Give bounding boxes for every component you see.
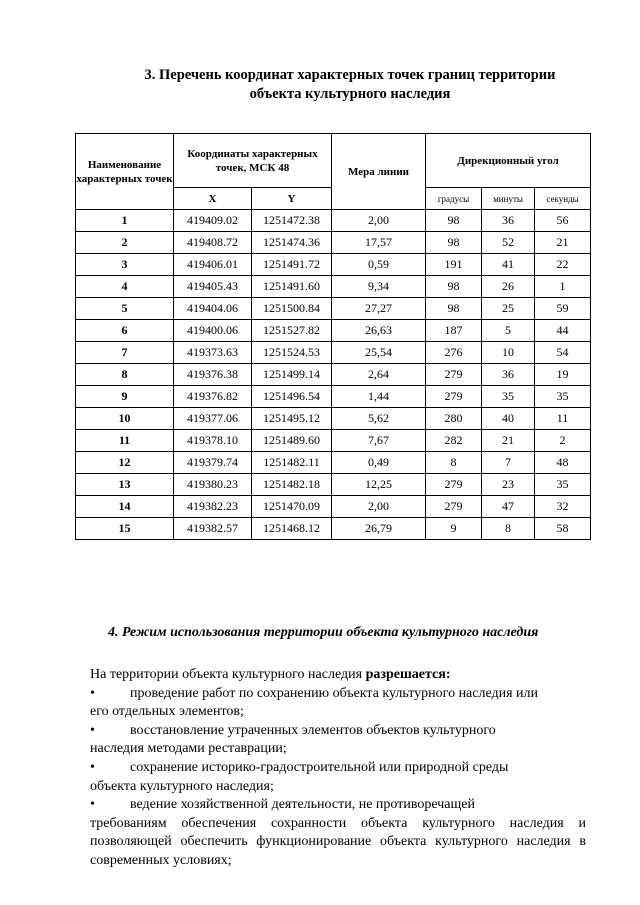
list-item-continuation: наследия методами реставрации; — [90, 741, 287, 757]
section-4-heading: 4. Режим использования территории объекта культурного наследия — [108, 625, 539, 640]
line-length-cell: 0,49 — [332, 452, 426, 474]
line-length-cell: 7,67 — [332, 430, 426, 452]
angle-degrees-cell: 279 — [426, 364, 482, 386]
angle-seconds-cell: 21 — [535, 232, 591, 254]
angle-minutes-cell: 25 — [482, 298, 535, 320]
angle-seconds-cell: 11 — [535, 408, 591, 430]
table-row — [76, 474, 591, 496]
point-number-cell: 13 — [76, 474, 174, 496]
angle-seconds-cell: 35 — [535, 386, 591, 408]
angle-degrees-cell: 191 — [426, 254, 482, 276]
angle-seconds-cell: 58 — [535, 518, 591, 540]
table-row — [76, 232, 591, 254]
bullet-icon: • — [90, 797, 95, 813]
list-item-text — [90, 722, 586, 759]
header-degrees: градусы — [426, 188, 482, 210]
x-coordinate-cell: 419378.10 — [174, 430, 252, 452]
table-row — [76, 518, 591, 540]
point-number-cell: 6 — [76, 320, 174, 342]
section-3-heading-line-2: объекта культурного наследия — [249, 86, 451, 102]
list-item-first-line: сохранение историко-градостроительной или природной среды — [130, 759, 509, 775]
angle-minutes-cell: 7 — [482, 452, 535, 474]
point-number-cell: 1 — [76, 210, 174, 232]
y-coordinate-cell: 1251482.18 — [252, 474, 332, 496]
table-row — [76, 298, 591, 320]
angle-degrees-cell: 9 — [426, 518, 482, 540]
angle-seconds-cell: 35 — [535, 474, 591, 496]
coordinates-table-body — [76, 210, 591, 540]
angle-seconds-cell: 48 — [535, 452, 591, 474]
intro-bold-text: разрешается: — [365, 667, 451, 682]
angle-degrees-cell: 279 — [426, 474, 482, 496]
line-length-cell: 2,00 — [332, 496, 426, 518]
x-coordinate-cell: 419382.23 — [174, 496, 252, 518]
angle-minutes-cell: 5 — [482, 320, 535, 342]
header-y: Y — [252, 188, 332, 210]
list-item — [90, 685, 586, 722]
angle-minutes-cell: 23 — [482, 474, 535, 496]
y-coordinate-cell: 1251472.38 — [252, 210, 332, 232]
intro-text: На территории объекта культурного наследия — [90, 667, 366, 682]
x-coordinate-cell: 419404.06 — [174, 298, 252, 320]
angle-minutes-cell: 41 — [482, 254, 535, 276]
point-number-cell: 10 — [76, 408, 174, 430]
line-length-cell: 12,25 — [332, 474, 426, 496]
x-coordinate-cell: 419376.38 — [174, 364, 252, 386]
table-row — [76, 210, 591, 232]
angle-minutes-cell: 26 — [482, 276, 535, 298]
header-minutes: минуты — [482, 188, 535, 210]
list-item-text — [90, 685, 586, 722]
y-coordinate-cell: 1251524.53 — [252, 342, 332, 364]
header-seconds: секунды — [535, 188, 591, 210]
x-coordinate-cell: 419409.02 — [174, 210, 252, 232]
line-length-cell: 2,00 — [332, 210, 426, 232]
line-length-cell: 0,59 — [332, 254, 426, 276]
table-row — [76, 496, 591, 518]
point-number-cell: 15 — [76, 518, 174, 540]
point-number-cell: 7 — [76, 342, 174, 364]
angle-seconds-cell: 19 — [535, 364, 591, 386]
list-item-text — [90, 759, 586, 796]
y-coordinate-cell: 1251489.60 — [252, 430, 332, 452]
x-coordinate-cell: 419380.23 — [174, 474, 252, 496]
y-coordinate-cell: 1251495.12 — [252, 408, 332, 430]
table-row — [76, 364, 591, 386]
y-coordinate-cell: 1251491.60 — [252, 276, 332, 298]
section-4-body — [90, 666, 586, 871]
angle-minutes-cell: 36 — [482, 210, 535, 232]
permitted-list — [90, 685, 586, 871]
angle-seconds-cell: 1 — [535, 276, 591, 298]
list-item — [90, 759, 586, 796]
point-number-cell: 2 — [76, 232, 174, 254]
table-row — [76, 254, 591, 276]
angle-degrees-cell: 8 — [426, 452, 482, 474]
line-length-cell: 1,44 — [332, 386, 426, 408]
point-number-cell: 3 — [76, 254, 174, 276]
line-length-cell: 26,79 — [332, 518, 426, 540]
point-number-cell: 9 — [76, 386, 174, 408]
angle-degrees-cell: 280 — [426, 408, 482, 430]
section-3-heading-line-1: 3. Перечень координат характерных точек границ территории — [144, 67, 556, 83]
point-number-cell: 11 — [76, 430, 174, 452]
intro-paragraph — [90, 666, 586, 685]
y-coordinate-cell: 1251482.11 — [252, 452, 332, 474]
angle-minutes-cell: 8 — [482, 518, 535, 540]
x-coordinate-cell: 419379.74 — [174, 452, 252, 474]
y-coordinate-cell: 1251499.14 — [252, 364, 332, 386]
section-3-heading — [100, 66, 600, 104]
angle-minutes-cell: 35 — [482, 386, 535, 408]
list-item-continuation: требованиям обеспечения сохранности объекта культурного наследия и позволяющей обеспечить функционирование объекта культурного наследия в современных условиях; — [90, 815, 586, 868]
line-length-cell: 9,34 — [332, 276, 426, 298]
table-row — [76, 276, 591, 298]
list-item — [90, 722, 586, 759]
angle-minutes-cell: 47 — [482, 496, 535, 518]
angle-minutes-cell: 10 — [482, 342, 535, 364]
x-coordinate-cell: 419373.63 — [174, 342, 252, 364]
line-length-cell: 25,54 — [332, 342, 426, 364]
angle-degrees-cell: 279 — [426, 386, 482, 408]
angle-degrees-cell: 98 — [426, 210, 482, 232]
angle-degrees-cell: 98 — [426, 276, 482, 298]
point-number-cell: 5 — [76, 298, 174, 320]
bullet-icon: • — [90, 722, 95, 738]
header-line-length: Мера линии — [332, 134, 426, 210]
line-length-cell: 2,64 — [332, 364, 426, 386]
x-coordinate-cell: 419382.57 — [174, 518, 252, 540]
x-coordinate-cell: 419400.06 — [174, 320, 252, 342]
list-item-continuation: объекта культурного наследия; — [90, 778, 274, 794]
x-coordinate-cell: 419405.43 — [174, 276, 252, 298]
table-row — [76, 342, 591, 364]
angle-degrees-cell: 276 — [426, 342, 482, 364]
angle-seconds-cell: 54 — [535, 342, 591, 364]
angle-seconds-cell: 44 — [535, 320, 591, 342]
angle-seconds-cell: 32 — [535, 496, 591, 518]
angle-seconds-cell: 56 — [535, 210, 591, 232]
header-coordinates: Координаты характерных точек, МСК 48 — [174, 134, 332, 188]
angle-degrees-cell: 279 — [426, 496, 482, 518]
angle-degrees-cell: 187 — [426, 320, 482, 342]
angle-minutes-cell: 40 — [482, 408, 535, 430]
x-coordinate-cell: 419406.01 — [174, 254, 252, 276]
header-direction-angle: Дирекционный угол — [426, 134, 591, 188]
coordinates-table — [75, 133, 591, 540]
header-point-name: Наименование характерных точек — [76, 134, 174, 210]
list-item-continuation: его отдельных элементов; — [90, 704, 244, 720]
table-row — [76, 452, 591, 474]
angle-minutes-cell: 21 — [482, 430, 535, 452]
bullet-icon: • — [90, 759, 95, 775]
list-item-first-line: восстановление утраченных элементов объектов культурного — [130, 722, 496, 738]
y-coordinate-cell: 1251496.54 — [252, 386, 332, 408]
angle-seconds-cell: 2 — [535, 430, 591, 452]
x-coordinate-cell: 419408.72 — [174, 232, 252, 254]
list-item-first-line: ведение хозяйственной деятельности, не противоречащей — [130, 797, 475, 813]
line-length-cell: 27,27 — [332, 298, 426, 320]
table-row — [76, 320, 591, 342]
table-row — [76, 386, 591, 408]
x-coordinate-cell: 419376.82 — [174, 386, 252, 408]
angle-degrees-cell: 98 — [426, 232, 482, 254]
x-coordinate-cell: 419377.06 — [174, 408, 252, 430]
angle-degrees-cell: 282 — [426, 430, 482, 452]
table-row — [76, 430, 591, 452]
y-coordinate-cell: 1251491.72 — [252, 254, 332, 276]
table-row — [76, 408, 591, 430]
y-coordinate-cell: 1251470.09 — [252, 496, 332, 518]
line-length-cell: 26,63 — [332, 320, 426, 342]
angle-minutes-cell: 36 — [482, 364, 535, 386]
angle-minutes-cell: 52 — [482, 232, 535, 254]
line-length-cell: 5,62 — [332, 408, 426, 430]
y-coordinate-cell: 1251500.84 — [252, 298, 332, 320]
angle-seconds-cell: 59 — [535, 298, 591, 320]
list-item-first-line: проведение работ по сохранению объекта культурного наследия или — [130, 685, 539, 701]
bullet-icon: • — [90, 685, 95, 701]
header-x: X — [174, 188, 252, 210]
line-length-cell: 17,57 — [332, 232, 426, 254]
y-coordinate-cell: 1251527.82 — [252, 320, 332, 342]
point-number-cell: 4 — [76, 276, 174, 298]
angle-degrees-cell: 98 — [426, 298, 482, 320]
point-number-cell: 12 — [76, 452, 174, 474]
angle-seconds-cell: 22 — [535, 254, 591, 276]
y-coordinate-cell: 1251474.36 — [252, 232, 332, 254]
y-coordinate-cell: 1251468.12 — [252, 518, 332, 540]
point-number-cell: 8 — [76, 364, 174, 386]
list-item-text — [90, 796, 586, 870]
list-item — [90, 796, 586, 870]
point-number-cell: 14 — [76, 496, 174, 518]
